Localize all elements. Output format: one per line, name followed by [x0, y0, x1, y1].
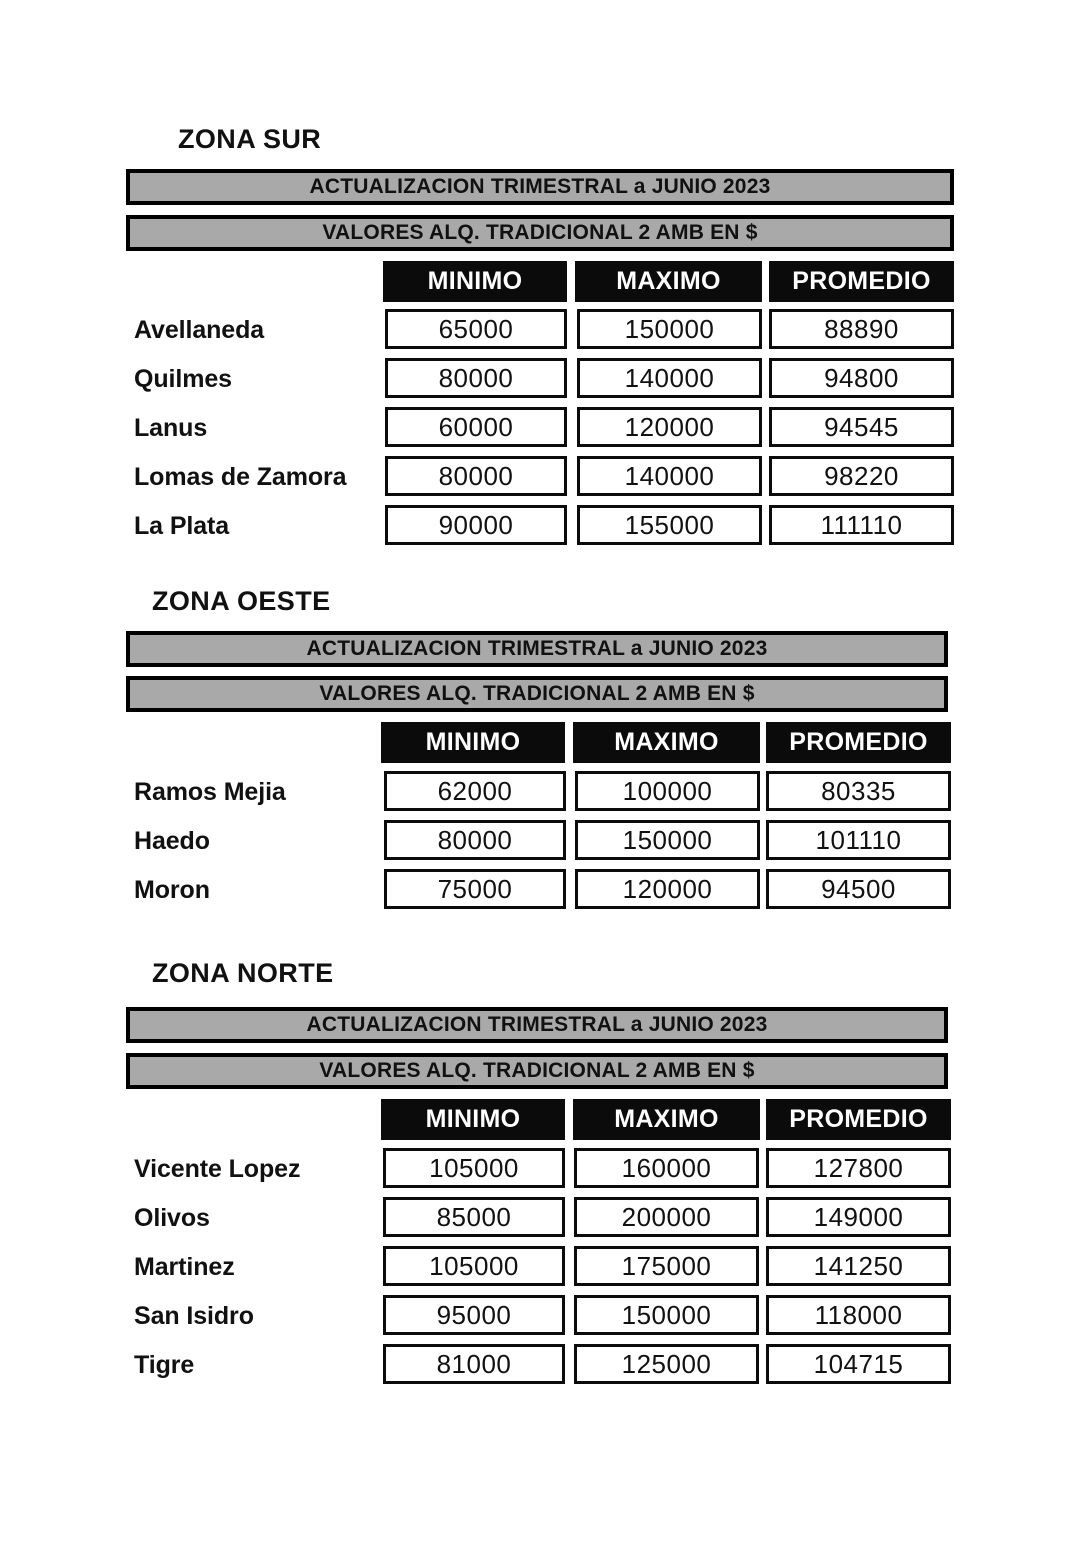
cell-value: 160000: [621, 1152, 712, 1183]
cell-value: 125000: [621, 1348, 712, 1379]
table-cell-minimo: [383, 1344, 565, 1384]
cell-value: 94800: [824, 362, 899, 393]
banner-actualizacion-text: ACTUALIZACION TRIMESTRAL a JUNIO 2023: [306, 637, 768, 660]
table-cell-minimo: [385, 358, 567, 398]
row-label: Avellaneda: [134, 315, 265, 344]
table-cell-promedio: [766, 820, 951, 860]
table-cell-maximo: [577, 309, 762, 349]
cell-value: 111110: [820, 509, 903, 540]
cell-value: 62000: [437, 775, 513, 806]
table-cell-minimo: [384, 820, 566, 860]
table-cell-promedio: [769, 309, 954, 349]
cell-value: 118000: [814, 1299, 903, 1330]
cell-value: 94545: [824, 411, 899, 442]
cell-value: 150000: [624, 313, 715, 344]
table-cell-maximo: [575, 869, 760, 909]
column-header-promedio-norte: [766, 1099, 951, 1140]
banner-valores-sur: [126, 215, 954, 251]
cell-value: 95000: [436, 1299, 512, 1330]
column-header-label: PROMEDIO: [789, 1105, 928, 1133]
banner-valores-text: VALORES ALQ. TRADICIONAL 2 AMB EN $: [319, 682, 755, 705]
cell-value: 155000: [624, 509, 715, 540]
banner-actualizacion-text: ACTUALIZACION TRIMESTRAL a JUNIO 2023: [309, 175, 771, 198]
table-cell-maximo: [574, 1344, 759, 1384]
table-cell-promedio: [766, 1197, 951, 1237]
table-cell-minimo: [383, 1148, 565, 1188]
zone-title-sur: ZONA SUR: [178, 124, 322, 154]
column-header-label: PROMEDIO: [792, 267, 931, 295]
column-header-label: MAXIMO: [614, 1105, 719, 1133]
table-cell-maximo: [575, 771, 760, 811]
column-header-maximo-oeste: [573, 722, 760, 763]
column-header-label: PROMEDIO: [789, 728, 928, 756]
column-header-label: MINIMO: [427, 267, 523, 295]
cell-value: 149000: [813, 1201, 904, 1232]
cell-value: 120000: [624, 411, 715, 442]
table-cell-promedio: [766, 869, 951, 909]
table-cell-minimo: [385, 309, 567, 349]
cell-value: 81000: [436, 1348, 512, 1379]
cell-value: 80335: [821, 775, 896, 806]
cell-value: 85000: [436, 1201, 512, 1232]
cell-value: 100000: [622, 775, 713, 806]
column-header-label: MAXIMO: [614, 728, 719, 756]
zone-title-oeste: ZONA OESTE: [152, 586, 331, 616]
table-cell-maximo: [577, 358, 762, 398]
row-label: Martinez: [134, 1252, 235, 1281]
cell-value: 150000: [622, 824, 713, 855]
table-cell-maximo: [574, 1246, 759, 1286]
table-cell-promedio: [766, 1246, 951, 1286]
table-cell-promedio: [769, 456, 954, 496]
banner-actualizacion-text: ACTUALIZACION TRIMESTRAL a JUNIO 2023: [306, 1013, 768, 1036]
row-label: Moron: [134, 875, 210, 904]
column-header-minimo-sur: [383, 261, 567, 302]
table-cell-maximo: [574, 1197, 759, 1237]
cell-value: 60000: [438, 411, 514, 442]
cell-value: 80000: [437, 824, 513, 855]
column-header-label: MAXIMO: [616, 267, 721, 295]
row-label: Tigre: [134, 1350, 195, 1379]
table-cell-minimo: [383, 1295, 565, 1335]
table-cell-maximo: [574, 1295, 759, 1335]
table-cell-maximo: [577, 505, 762, 545]
banner-valores-oeste: [126, 676, 948, 712]
banner-valores-text: VALORES ALQ. TRADICIONAL 2 AMB EN $: [322, 221, 758, 244]
cell-value: 98220: [824, 460, 899, 491]
cell-value: 105000: [429, 1250, 519, 1281]
cell-value: 65000: [438, 313, 514, 344]
banner-actualizacion-sur: [126, 169, 954, 205]
banner-valores-text: VALORES ALQ. TRADICIONAL 2 AMB EN $: [319, 1059, 755, 1082]
column-header-label: MINIMO: [425, 728, 521, 756]
table-cell-promedio: [766, 1148, 951, 1188]
row-label: San Isidro: [134, 1301, 254, 1330]
table-cell-promedio: [769, 407, 954, 447]
cell-value: 175000: [621, 1250, 712, 1281]
row-label: Ramos Mejia: [134, 777, 286, 806]
table-cell-minimo: [385, 456, 567, 496]
cell-value: 140000: [624, 362, 715, 393]
table-cell-maximo: [577, 407, 762, 447]
zone-title-norte: ZONA NORTE: [152, 958, 334, 988]
column-header-promedio-oeste: [766, 722, 951, 763]
cell-value: 200000: [621, 1201, 712, 1232]
cell-value: 150000: [621, 1299, 712, 1330]
cell-value: 104715: [813, 1348, 904, 1379]
column-header-maximo-sur: [575, 261, 762, 302]
cell-value: 140000: [624, 460, 715, 491]
cell-value: 75000: [437, 873, 513, 904]
table-cell-promedio: [769, 505, 954, 545]
table-cell-minimo: [384, 771, 566, 811]
cell-value: 94500: [821, 873, 896, 904]
row-label: Vicente Lopez: [134, 1154, 301, 1183]
column-header-promedio-sur: [769, 261, 954, 302]
row-label: Olivos: [134, 1203, 210, 1232]
table-cell-promedio: [766, 1295, 951, 1335]
table-cell-minimo: [383, 1197, 565, 1237]
table-cell-maximo: [577, 456, 762, 496]
cell-value: 80000: [438, 460, 514, 491]
cell-value: 120000: [622, 873, 713, 904]
row-label: Haedo: [134, 826, 210, 855]
table-cell-minimo: [383, 1246, 565, 1286]
banner-actualizacion-oeste: [126, 631, 948, 667]
table-cell-minimo: [384, 869, 566, 909]
row-label: Quilmes: [134, 364, 232, 393]
cell-value: 101110: [815, 824, 902, 855]
cell-value: 127800: [813, 1152, 904, 1183]
cell-value: 88890: [824, 313, 899, 344]
row-label: Lomas de Zamora: [134, 462, 347, 491]
table-cell-minimo: [385, 407, 567, 447]
row-label: La Plata: [134, 511, 230, 540]
column-header-label: MINIMO: [425, 1105, 521, 1133]
table-cell-maximo: [574, 1148, 759, 1188]
column-header-minimo-norte: [381, 1099, 565, 1140]
column-header-minimo-oeste: [381, 722, 565, 763]
banner-actualizacion-norte: [126, 1007, 948, 1043]
table-cell-promedio: [769, 358, 954, 398]
column-header-maximo-norte: [573, 1099, 760, 1140]
cell-value: 90000: [438, 509, 514, 540]
table-cell-promedio: [766, 1344, 951, 1384]
table-cell-minimo: [385, 505, 567, 545]
row-label: Lanus: [134, 413, 208, 442]
banner-valores-norte: [126, 1053, 948, 1089]
table-cell-promedio: [766, 771, 951, 811]
table-cell-maximo: [575, 820, 760, 860]
cell-value: 141250: [813, 1250, 904, 1281]
cell-value: 80000: [438, 362, 514, 393]
cell-value: 105000: [429, 1152, 519, 1183]
